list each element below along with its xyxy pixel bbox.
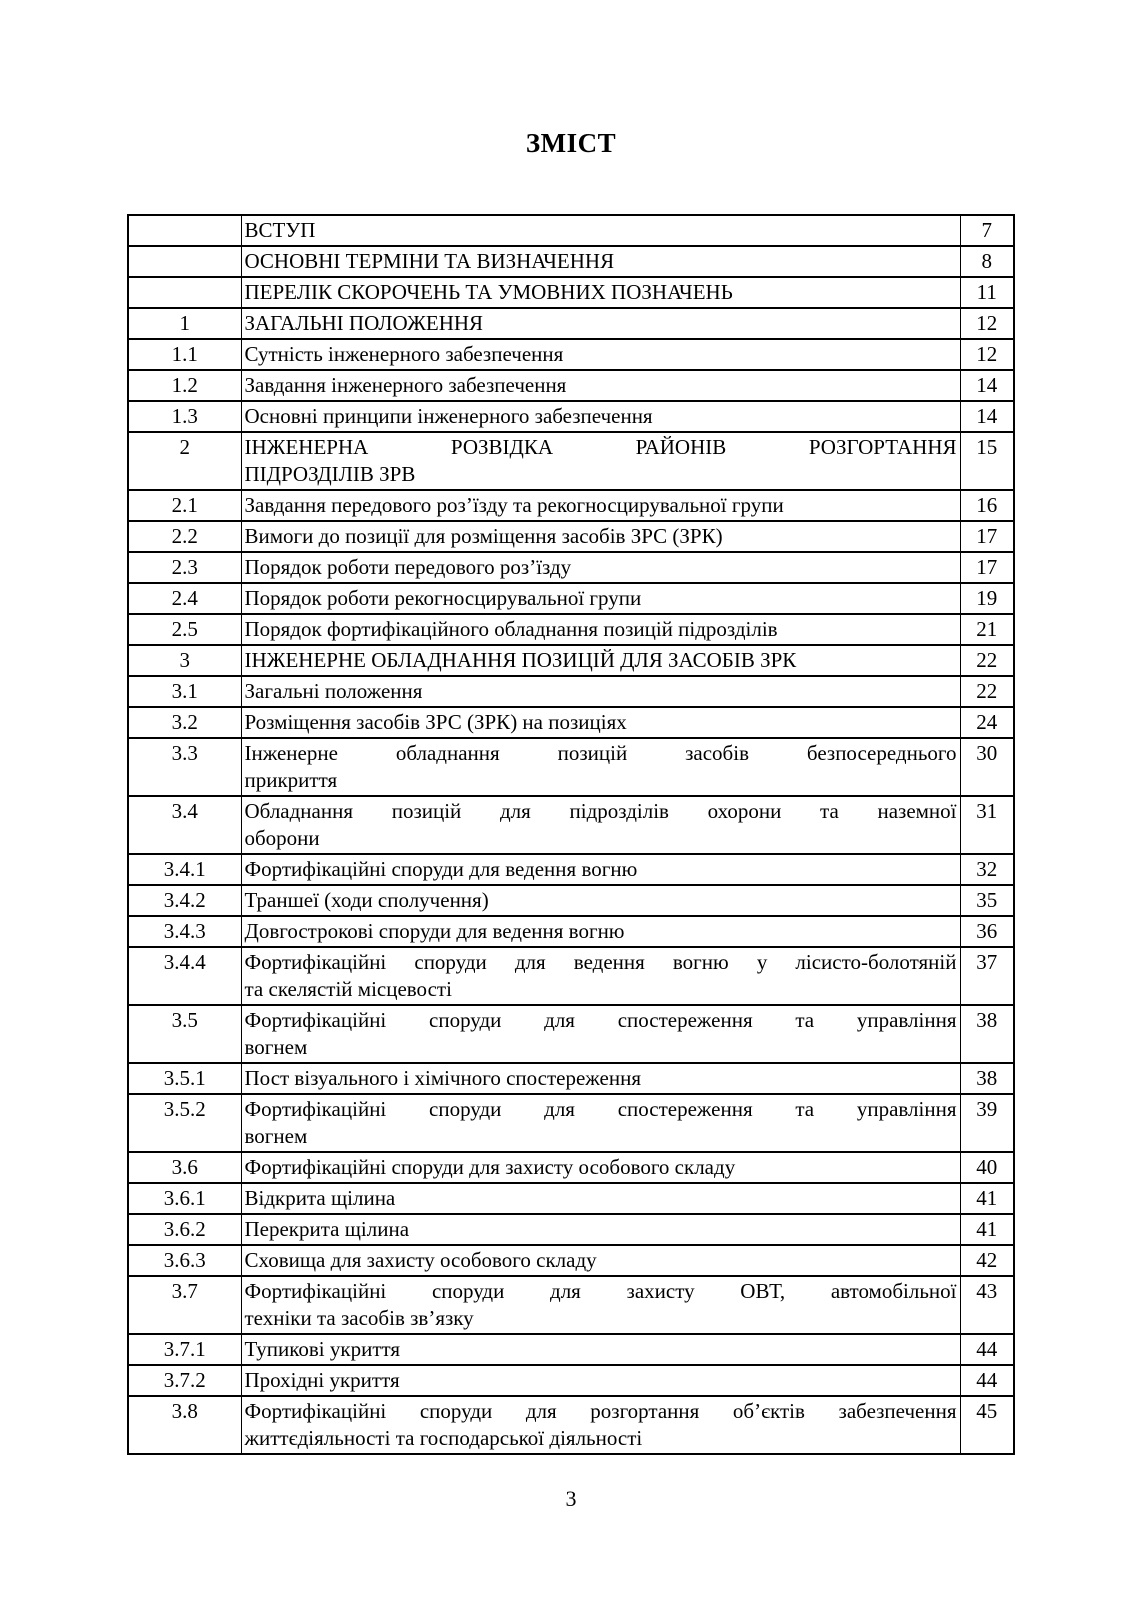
toc-row-page: 31 xyxy=(960,796,1014,854)
toc-row-title xyxy=(241,1245,960,1276)
page-title: ЗМІСТ xyxy=(525,128,617,158)
toc-row-page: 41 xyxy=(960,1183,1014,1214)
toc-row-page: 22 xyxy=(960,645,1014,676)
toc-row-number: 2.4 xyxy=(128,583,241,614)
table-row xyxy=(128,738,1014,796)
toc-title-line: ВСТУП xyxy=(244,218,316,242)
toc-row-number: 3.7.1 xyxy=(128,1334,241,1365)
toc-title-line: вогнем xyxy=(244,1124,308,1148)
toc-title-line: ПЕРЕЛІК СКОРОЧЕНЬ ТА УМОВНИХ ПОЗНАЧЕНЬ xyxy=(244,280,733,304)
toc-table xyxy=(127,214,1015,1455)
toc-row-page: 39 xyxy=(960,1094,1014,1152)
toc-row-number: 3.3 xyxy=(128,738,241,796)
toc-row-number: 3.6.2 xyxy=(128,1214,241,1245)
table-row xyxy=(128,1276,1014,1334)
toc-row-number: 2.1 xyxy=(128,490,241,521)
toc-row-page: 38 xyxy=(960,1005,1014,1063)
toc-row-title xyxy=(241,885,960,916)
table-row xyxy=(128,1214,1014,1245)
toc-row-title xyxy=(241,796,960,854)
toc-row-title xyxy=(241,370,960,401)
toc-title-line: Завдання інженерного забезпечення xyxy=(244,373,567,397)
table-row xyxy=(128,614,1014,645)
table-row xyxy=(128,583,1014,614)
toc-title-line: Сутність інженерного забезпечення xyxy=(244,342,564,366)
toc-title-line: Сховища для захисту особового складу xyxy=(244,1248,597,1272)
toc-row-number: 1.1 xyxy=(128,339,241,370)
table-row xyxy=(128,947,1014,1005)
table-row xyxy=(128,277,1014,308)
toc-title-line: ІНЖЕНЕРНЕ ОБЛАДНАННЯ ПОЗИЦІЙ ДЛЯ ЗАСОБІВ ЗРК xyxy=(244,648,797,672)
toc-row-number: 3.7.2 xyxy=(128,1365,241,1396)
toc-row-page: 11 xyxy=(960,277,1014,308)
toc-row-page: 12 xyxy=(960,339,1014,370)
toc-row-title xyxy=(241,583,960,614)
toc-row-page: 43 xyxy=(960,1276,1014,1334)
toc-title-line: Порядок роботи передового роз’їзду xyxy=(244,555,572,579)
toc-row-number: 1.2 xyxy=(128,370,241,401)
toc-row-page: 16 xyxy=(960,490,1014,521)
toc-title-line: Завдання передового роз’їзду та рекогносцирувальної групи xyxy=(244,493,784,517)
toc-title-line: Траншеї (ходи сполучення) xyxy=(244,888,489,912)
table-row xyxy=(128,490,1014,521)
table-row xyxy=(128,370,1014,401)
table-row xyxy=(128,308,1014,339)
toc-title-line: ЗАГАЛЬНІ ПОЛОЖЕННЯ xyxy=(244,311,484,335)
toc-row-number: 2.2 xyxy=(128,521,241,552)
toc-row-page: 15 xyxy=(960,432,1014,490)
toc-row-title xyxy=(241,432,960,490)
toc-row-title xyxy=(241,676,960,707)
toc-title-line: Фортифікаційні споруди для спостереження та управління xyxy=(244,1097,957,1121)
toc-row-page: 7 xyxy=(960,215,1014,246)
toc-row-page: 42 xyxy=(960,1245,1014,1276)
toc-row-title xyxy=(241,215,960,246)
toc-row-page: 8 xyxy=(960,246,1014,277)
toc-row-title xyxy=(241,1063,960,1094)
toc-row-page: 24 xyxy=(960,707,1014,738)
toc-row-page: 30 xyxy=(960,738,1014,796)
page-number: 3 xyxy=(565,1486,577,1511)
table-row xyxy=(128,885,1014,916)
toc-table-body xyxy=(128,215,1014,1454)
toc-title-line: Прохідні укриття xyxy=(244,1368,400,1392)
table-row xyxy=(128,521,1014,552)
toc-row-page: 35 xyxy=(960,885,1014,916)
toc-row-title xyxy=(241,521,960,552)
toc-title-line: Порядок роботи рекогносцирувальної групи xyxy=(244,586,642,610)
table-row xyxy=(128,796,1014,854)
toc-row-number: 3.5 xyxy=(128,1005,241,1063)
toc-title-line: Вимоги до позиції для розміщення засобів ЗРС (ЗРК) xyxy=(244,524,723,548)
toc-row-number: 3.6.1 xyxy=(128,1183,241,1214)
toc-title-line: прикриття xyxy=(244,768,338,792)
toc-title-line: вогнем xyxy=(244,1035,308,1059)
toc-row-number: 3.6.3 xyxy=(128,1245,241,1276)
toc-row-title xyxy=(241,1183,960,1214)
toc-row-title xyxy=(241,707,960,738)
table-row xyxy=(128,215,1014,246)
toc-title-line: Порядок фортифікаційного обладнання позицій підрозділів xyxy=(244,617,778,641)
toc-row-number: 1 xyxy=(128,308,241,339)
toc-row-title xyxy=(241,246,960,277)
toc-row-title xyxy=(241,738,960,796)
toc-title-line: Обладнання позицій для підрозділів охорони та наземної xyxy=(244,799,957,823)
toc-row-title xyxy=(241,277,960,308)
toc-row-title xyxy=(241,854,960,885)
table-row xyxy=(128,1005,1014,1063)
toc-title-line: Фортифікаційні споруди для захисту особового складу xyxy=(244,1155,736,1179)
toc-row-number: 3.4 xyxy=(128,796,241,854)
toc-row-title xyxy=(241,1365,960,1396)
table-row xyxy=(128,1094,1014,1152)
toc-row-number: 3.1 xyxy=(128,676,241,707)
table-row xyxy=(128,645,1014,676)
toc-title-line: Тупикові укриття xyxy=(244,1337,401,1361)
toc-row-number: 2.3 xyxy=(128,552,241,583)
table-row xyxy=(128,916,1014,947)
table-row xyxy=(128,707,1014,738)
toc-title-line: Пост візуального і хімічного спостереження xyxy=(244,1066,641,1090)
toc-title-line: життєдіяльності та господарської діяльності xyxy=(244,1426,643,1450)
table-row xyxy=(128,1183,1014,1214)
toc-row-title xyxy=(241,490,960,521)
toc-title-line: Інженерне обладнання позицій засобів безпосереднього xyxy=(244,741,957,765)
toc-row-title xyxy=(241,339,960,370)
toc-row-number: 3.7 xyxy=(128,1276,241,1334)
toc-row-number: 3.2 xyxy=(128,707,241,738)
toc-row-number: 3.5.1 xyxy=(128,1063,241,1094)
table-row xyxy=(128,401,1014,432)
toc-title-line: техніки та засобів зв’язку xyxy=(244,1306,474,1330)
toc-row-number: 3 xyxy=(128,645,241,676)
toc-title-line: Фортифікаційні споруди для ведення вогню xyxy=(244,857,638,881)
table-row xyxy=(128,1063,1014,1094)
table-row xyxy=(128,1152,1014,1183)
toc-row-page: 37 xyxy=(960,947,1014,1005)
table-row xyxy=(128,1245,1014,1276)
toc-row-title xyxy=(241,1396,960,1454)
table-row xyxy=(128,676,1014,707)
toc-row-number: 3.4.2 xyxy=(128,885,241,916)
toc-row-title xyxy=(241,645,960,676)
toc-title-line: Розміщення засобів ЗРС (ЗРК) на позиціях xyxy=(244,710,627,734)
toc-row-number xyxy=(128,215,241,246)
toc-title-line: ІНЖЕНЕРНА РОЗВІДКА РАЙОНІВ РОЗГОРТАННЯ xyxy=(244,435,957,459)
table-row xyxy=(128,854,1014,885)
toc-row-title xyxy=(241,1152,960,1183)
toc-row-page: 19 xyxy=(960,583,1014,614)
toc-title-line: Перекрита щілина xyxy=(244,1217,410,1241)
toc-title-line: ПІДРОЗДІЛІВ ЗРВ xyxy=(244,462,416,486)
table-row xyxy=(128,1334,1014,1365)
table-row xyxy=(128,1396,1014,1454)
table-row xyxy=(128,246,1014,277)
toc-title-line: Фортифікаційні споруди для ведення вогню у лісисто-болотяній xyxy=(244,950,957,974)
toc-title-line: Основні принципи інженерного забезпечення xyxy=(244,404,653,428)
toc-row-number: 3.5.2 xyxy=(128,1094,241,1152)
toc-row-page: 14 xyxy=(960,370,1014,401)
toc-row-number: 3.4.3 xyxy=(128,916,241,947)
toc-row-title xyxy=(241,1276,960,1334)
toc-row-number: 2.5 xyxy=(128,614,241,645)
toc-row-title xyxy=(241,308,960,339)
toc-row-number: 1.3 xyxy=(128,401,241,432)
toc-row-title xyxy=(241,552,960,583)
toc-row-page: 12 xyxy=(960,308,1014,339)
toc-title-line: Фортифікаційні споруди для захисту ОВТ, автомобільної xyxy=(244,1279,957,1303)
toc-row-title xyxy=(241,401,960,432)
toc-row-page: 44 xyxy=(960,1334,1014,1365)
toc-row-page: 40 xyxy=(960,1152,1014,1183)
table-row xyxy=(128,339,1014,370)
toc-title-line: Фортифікаційні споруди для розгортання об’єктів забезпечення xyxy=(244,1399,957,1423)
toc-title-line: Загальні положення xyxy=(244,679,423,703)
toc-row-page: 38 xyxy=(960,1063,1014,1094)
toc-row-title xyxy=(241,1005,960,1063)
toc-row-page: 17 xyxy=(960,552,1014,583)
toc-row-number: 3.6 xyxy=(128,1152,241,1183)
toc-row-number: 3.8 xyxy=(128,1396,241,1454)
toc-title-line: ОСНОВНІ ТЕРМІНИ ТА ВИЗНАЧЕННЯ xyxy=(244,249,615,273)
toc-title-line: оборони xyxy=(244,826,320,850)
toc-row-page: 45 xyxy=(960,1396,1014,1454)
toc-row-title xyxy=(241,916,960,947)
toc-row-page: 22 xyxy=(960,676,1014,707)
toc-row-page: 17 xyxy=(960,521,1014,552)
toc-row-page: 44 xyxy=(960,1365,1014,1396)
table-row xyxy=(128,1365,1014,1396)
toc-row-page: 36 xyxy=(960,916,1014,947)
toc-row-number xyxy=(128,246,241,277)
toc-row-title xyxy=(241,614,960,645)
toc-row-number: 3.4.1 xyxy=(128,854,241,885)
toc-row-title xyxy=(241,1334,960,1365)
toc-row-title xyxy=(241,1214,960,1245)
toc-row-number: 2 xyxy=(128,432,241,490)
toc-row-page: 32 xyxy=(960,854,1014,885)
toc-row-page: 41 xyxy=(960,1214,1014,1245)
toc-title-line: та скелястій місцевості xyxy=(244,977,452,1001)
toc-title-line: Довгострокові споруди для ведення вогню xyxy=(244,919,625,943)
table-row xyxy=(128,432,1014,490)
toc-row-title xyxy=(241,947,960,1005)
toc-title-line: Відкрита щілина xyxy=(244,1186,396,1210)
toc-title-line: Фортифікаційні споруди для спостереження та управління xyxy=(244,1008,957,1032)
toc-row-page: 21 xyxy=(960,614,1014,645)
toc-row-page: 14 xyxy=(960,401,1014,432)
toc-row-number: 3.4.4 xyxy=(128,947,241,1005)
toc-row-number xyxy=(128,277,241,308)
toc-row-title xyxy=(241,1094,960,1152)
table-row xyxy=(128,552,1014,583)
